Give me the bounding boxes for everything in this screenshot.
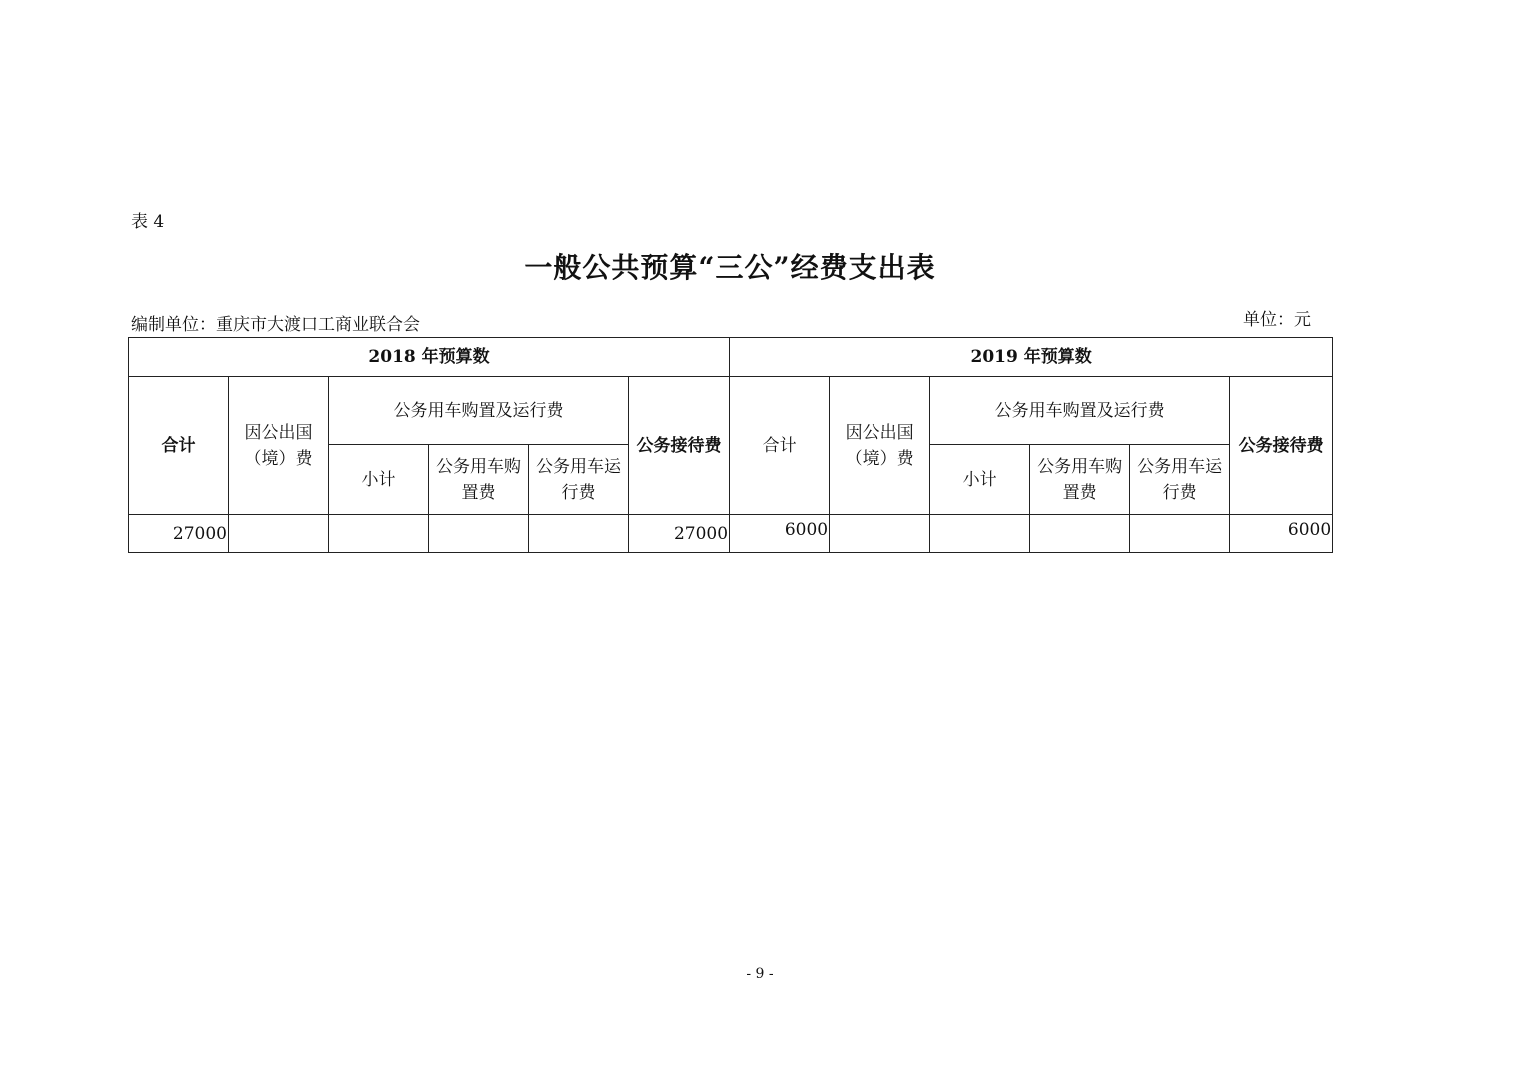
currency-unit: 单位：元: [1243, 310, 1311, 330]
header-reception-2018: 公务接待费: [629, 377, 730, 515]
cell-vehicle-operation-2019: [1130, 515, 1230, 553]
table-number-label: 表 4: [131, 212, 165, 232]
cell-overseas-2018: [229, 515, 329, 553]
cell-vehicle-purchase-2019: [1030, 515, 1130, 553]
year-header-2018: 2018 年预算数: [129, 338, 730, 377]
year-header-2019: 2019 年预算数: [730, 338, 1333, 377]
subheader-purchase-2019: 公务用车购置费: [1030, 445, 1130, 515]
subheader-subtotal-2018: 小计: [329, 445, 429, 515]
subheader-operation-2018: 公务用车运行费: [529, 445, 629, 515]
page-number: - 9 -: [746, 966, 774, 982]
subheader-purchase-2018: 公务用车购置费: [429, 445, 529, 515]
subheader-subtotal-2019: 小计: [930, 445, 1030, 515]
header-total-2018: 合计: [129, 377, 229, 515]
header-vehicle-2018: 公务用车购置及运行费: [329, 377, 629, 445]
cell-vehicle-subtotal-2019: [930, 515, 1030, 553]
cell-overseas-2019: [830, 515, 930, 553]
cell-vehicle-subtotal-2018: [329, 515, 429, 553]
column-header-row: [129, 377, 1333, 445]
cell-vehicle-operation-2018: [529, 515, 629, 553]
compiling-unit: 编制单位：重庆市大渡口工商业联合会: [131, 315, 420, 335]
header-overseas-2019: 因公出国（境）费: [830, 377, 930, 515]
subheader-operation-2019: 公务用车运行费: [1130, 445, 1230, 515]
year-header-row: [129, 338, 1333, 377]
table-row: [129, 515, 1333, 553]
cell-reception-2019: 6000: [1230, 515, 1333, 553]
cell-reception-2018: 27000: [629, 515, 730, 553]
cell-total-2018: 27000: [129, 515, 229, 553]
document-title: 一般公共预算“三公”经费支出表: [524, 251, 936, 284]
header-vehicle-2019: 公务用车购置及运行费: [930, 377, 1230, 445]
three-public-expenses-table: [128, 337, 1333, 553]
header-total-2019: 合计: [730, 377, 830, 515]
cell-vehicle-purchase-2018: [429, 515, 529, 553]
header-overseas-2018: 因公出国（境）费: [229, 377, 329, 515]
cell-total-2019: 6000: [730, 515, 830, 553]
header-reception-2019: 公务接待费: [1230, 377, 1333, 515]
